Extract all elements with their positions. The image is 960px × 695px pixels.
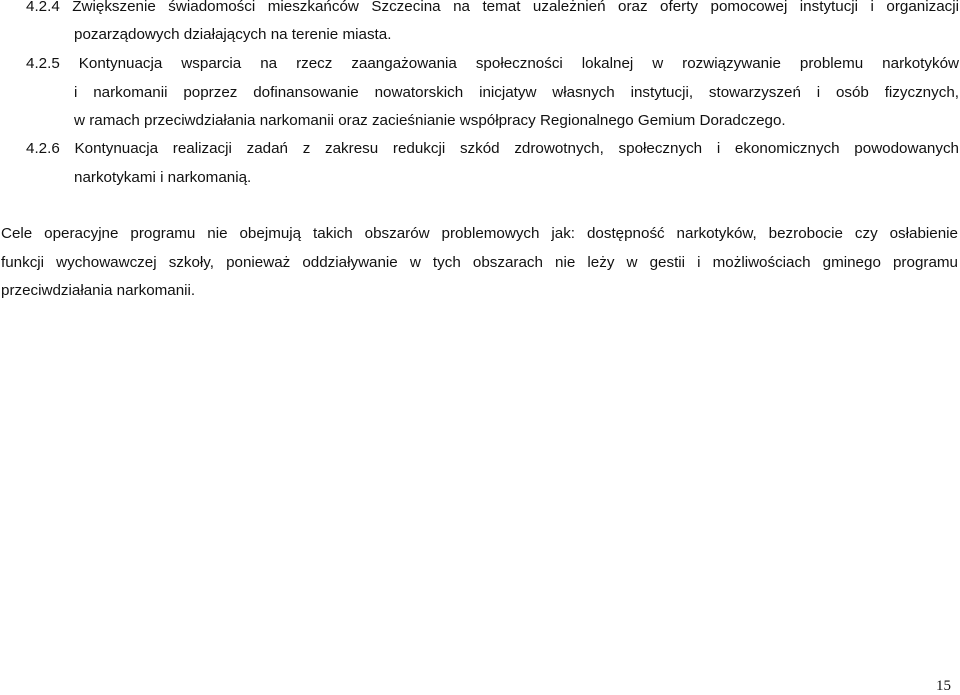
paragraph-line-2: funkcji wychowawczej szkoły, ponieważ oddziaływanie w tych obszarach nie leży w gestii i możliwościach gminego programu [1, 254, 958, 271]
item-4-2-4-line-1: 4.2.4 Zwiększenie świadomości mieszkańców Szczecina na temat uzależnień oraz oferty pomocowej instytucji i organizacji [26, 0, 959, 15]
item-4-2-5-line-2: i narkomanii poprzez dofinansowanie nowatorskich inicjatyw własnych instytucji, stowarzyszeń i osób fizycznych, [74, 84, 959, 101]
page-number: 15 [936, 678, 951, 694]
paragraph-line-1: Cele operacyjne programu nie obejmują takich obszarów problemowych jak: dostępność narkotyków, bezrobocie czy osłabienie [1, 225, 958, 242]
item-4-2-5-line-1: 4.2.5 Kontynuacja wsparcia na rzecz zaangażowania społeczności lokalnej w rozwiązywanie problemu narkotyków [26, 55, 959, 72]
item-4-2-4-line-2: pozarządowych działających na terenie miasta. [74, 26, 392, 43]
item-4-2-6-line-2: narkotykami i narkomanią. [74, 169, 252, 186]
paragraph-line-3: przeciwdziałania narkomanii. [1, 282, 196, 299]
item-4-2-6-line-1: 4.2.6 Kontynuacja realizacji zadań z zakresu redukcji szkód zdrowotnych, społecznych i ekonomicznych powodowanych [26, 140, 959, 157]
item-4-2-5-line-3: w ramach przeciwdziałania narkomanii oraz zacieśnianie współpracy Regionalnego Gemium Doradczego. [74, 112, 786, 129]
